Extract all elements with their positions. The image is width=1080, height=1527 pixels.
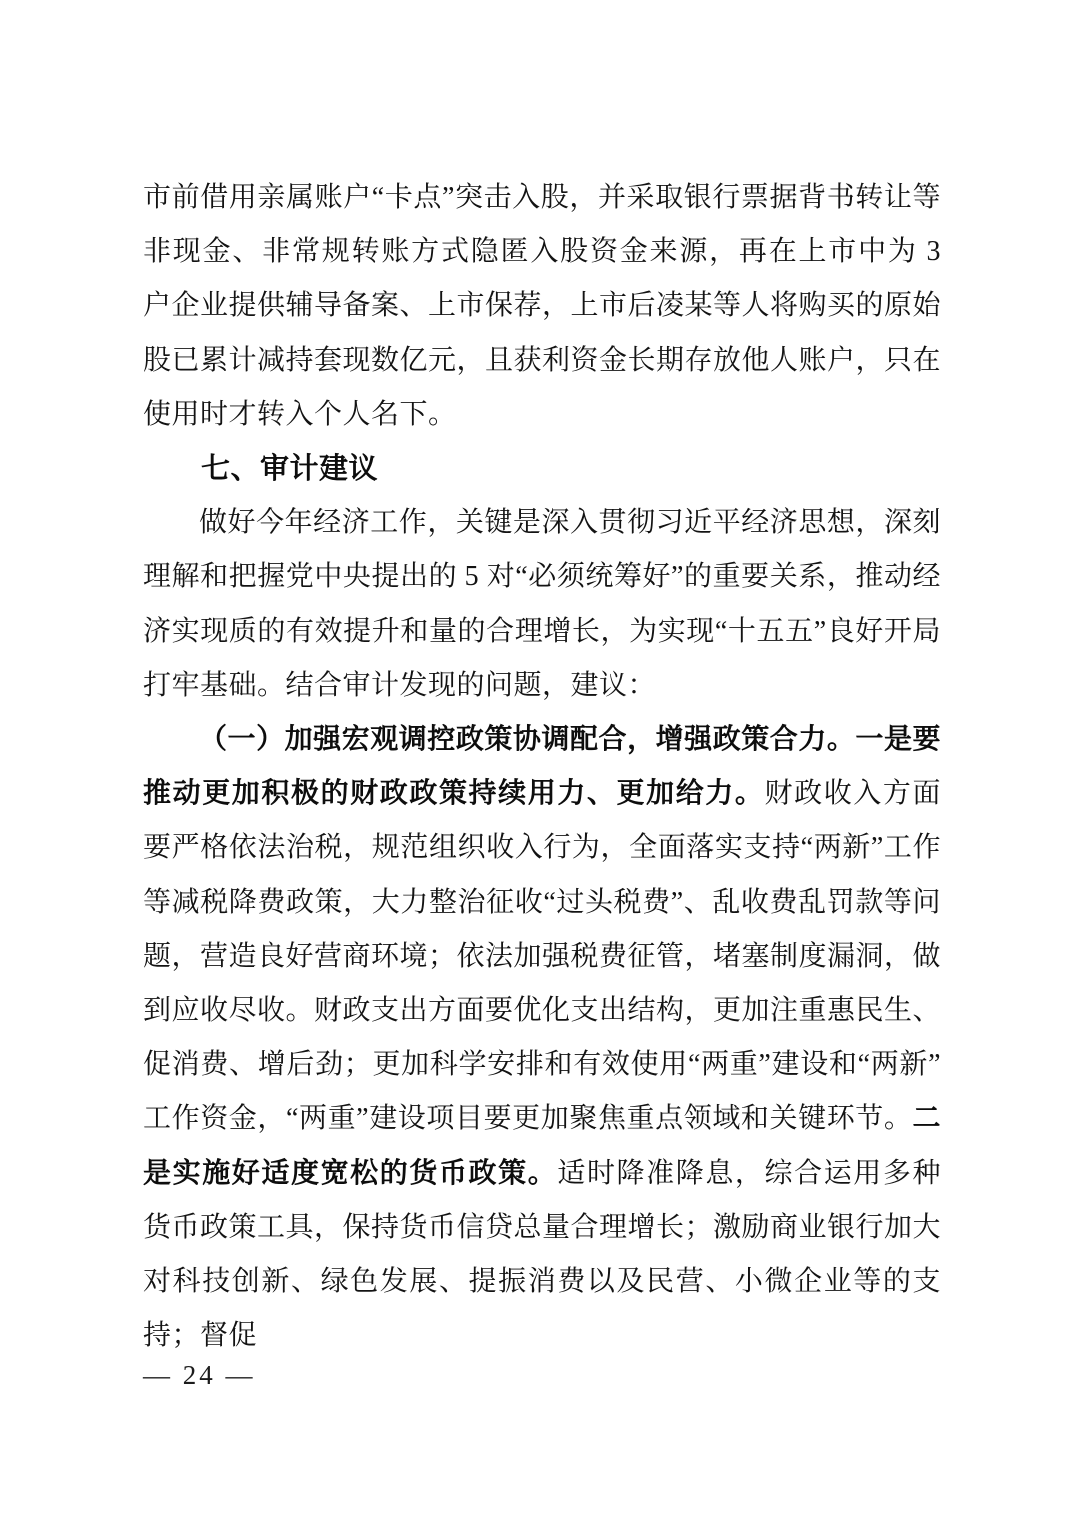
recommendation-paragraph xyxy=(143,713,941,1363)
page-number: — 24 — xyxy=(143,1360,256,1390)
section-heading: 七、审计建议 xyxy=(201,453,379,486)
first-point-lead-run: 一是要推动更加积极的财政政策持续用力、更加给力。 xyxy=(143,724,941,810)
first-point-body-run: 财政收入方面要严格依法治税，规范组织收入行为，全面落实支持“两新”工作等减税降费政策，大力整治征收“过头税费”、乱收费乱罚款等问题，营造良好营商环境；依法加强税费征管，堵塞制度漏洞，做到应收尽收。财政支出方面要优化支出结构，更加注重惠民生、促消费、增后劲；更加科学安排和有效使用“两重”建设和“两新”工作资金，“两重”建设项目要更加聚焦重点领域和关键环节。 xyxy=(143,778,942,1135)
continuation-paragraph: 市前借用亲属账户“卡点”突击入股，并采取银行票据背书转让等非现金、非常规转账方式隐匿入股资金来源，再在上市中为 3 户企业提供辅导备案、上市保荐，上市后凌某等人将购买的原始股已累计减持套现数亿元，且获利资金长期存放他人账户，只在使用时才转入个人名下。 xyxy=(143,182,942,430)
intro-paragraph: 做好今年经济工作，关键是深入贯彻习近平经济思想，深刻理解和把握党中央提出的 5 对“必须统筹好”的重要关系，推动经济实现质的有效提升和量的合理增长，为实现“十五五”良好开局打牢基础。结合审计发现的问题，建议： xyxy=(143,507,941,701)
second-point-body-run: 适时降准降息，综合运用多种货币政策工具，保持货币信贷总量合理增长；激励商业银行加大对科技创新、绿色发展、提振消费以及民营、小微企业等的支持；督促 xyxy=(143,1157,942,1352)
document-text-block xyxy=(143,171,941,1363)
recommendation-heading-run: （一）加强宏观调控政策协调配合，增强政策合力。 xyxy=(199,724,856,756)
second-point-lead-run: 二是实施好适度宽松的货币政策。 xyxy=(143,1103,941,1189)
